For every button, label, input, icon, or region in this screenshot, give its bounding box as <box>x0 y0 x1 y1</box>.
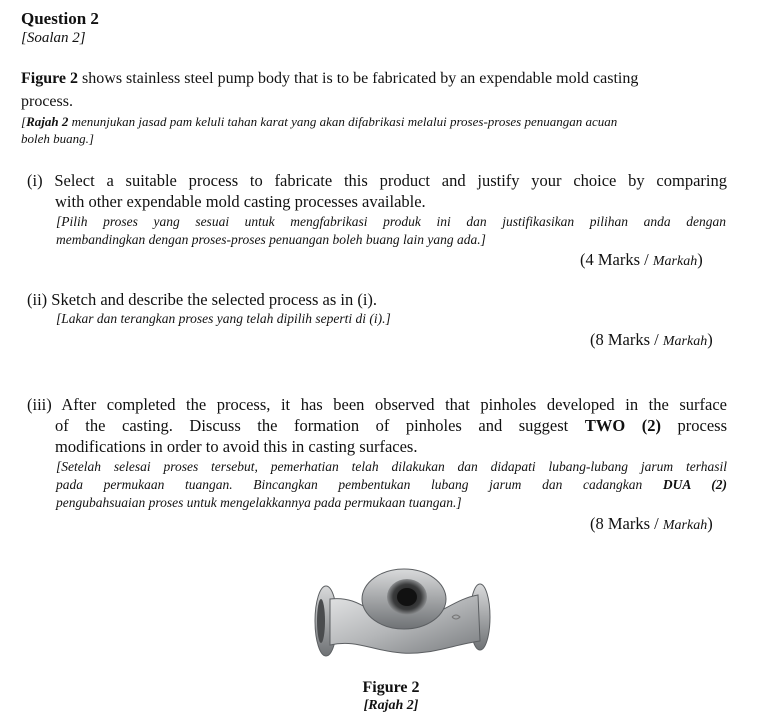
intro-en-line-1: Figure 2 shows stainless steel pump body that is to be fabricated by an expendable mold casting <box>21 70 639 87</box>
intro-ms-line-2: boleh buang.] <box>21 131 94 146</box>
figure-ref: Figure 2 <box>21 70 79 87</box>
intro-ms-line-1: [Rajah 2 menunjukan jasad pam keluli tahan karat yang akan difabrikasi melalui proses-proses penuangan acuan <box>21 114 618 129</box>
part-i-en-line-2: with other expendable mold casting processes available. <box>55 192 426 211</box>
part-iii-en-line-1: (iii) After completed the process, it has been observed that pinholes developed in the surface <box>27 395 727 414</box>
part-iii-marks: (8 Marks / Markah) <box>590 514 713 533</box>
part-ii-marks: (8 Marks / Markah) <box>590 330 713 349</box>
part-iii-ms-line-1: [Setelah selesai proses tersebut, pemerhatian telah dilakukan dan didapati lubang-lubang jarum terhasil <box>56 459 727 474</box>
part-iii-ms-line-2: pada permukaan tuangan. Bincangkan pembentukan lubang jarum dan cadangkan DUA (2) <box>56 477 728 492</box>
part-i-ms-line-1: [Pilih proses yang sesuai untuk mengfabrikasi produk ini dan justifikasikan pilihan anda dengan <box>56 214 726 229</box>
figure-ref-ms: Rajah 2 <box>26 114 69 129</box>
question-title: Question 2 <box>21 9 99 28</box>
figure-caption-translation: [Rajah 2] <box>363 698 419 713</box>
part-iii-ms-line-3: pengubahsuaian proses untuk mengelakkannya pada permukaan tuangan.] <box>56 495 462 510</box>
pump-body-casting-image <box>312 559 494 661</box>
question-title-translation: [Soalan 2] <box>21 30 86 46</box>
part-iii-en-line-2: of the casting. Discuss the formation of pinholes and suggest TWO (2) process <box>55 416 728 435</box>
part-ii-en-line-1: (ii) Sketch and describe the selected process as in (i). <box>27 290 378 309</box>
intro-en-line-2: process. <box>21 93 73 110</box>
part-i-ms-line-2: membandingkan dengan proses-proses penuangan boleh buang lain yang ada.] <box>56 232 486 247</box>
part-i-marks: (4 Marks / Markah) <box>580 250 703 269</box>
part-i-en-line-1: (i) Select a suitable process to fabricate this product and justify your choice by comparing <box>27 171 727 190</box>
figure-caption: Figure 2 <box>362 679 420 696</box>
part-ii-ms-line-1: [Lakar dan terangkan proses yang telah dipilih seperti di (i).] <box>56 311 391 326</box>
part-iii-en-line-3: modifications in order to avoid this in casting surfaces. <box>55 437 418 456</box>
